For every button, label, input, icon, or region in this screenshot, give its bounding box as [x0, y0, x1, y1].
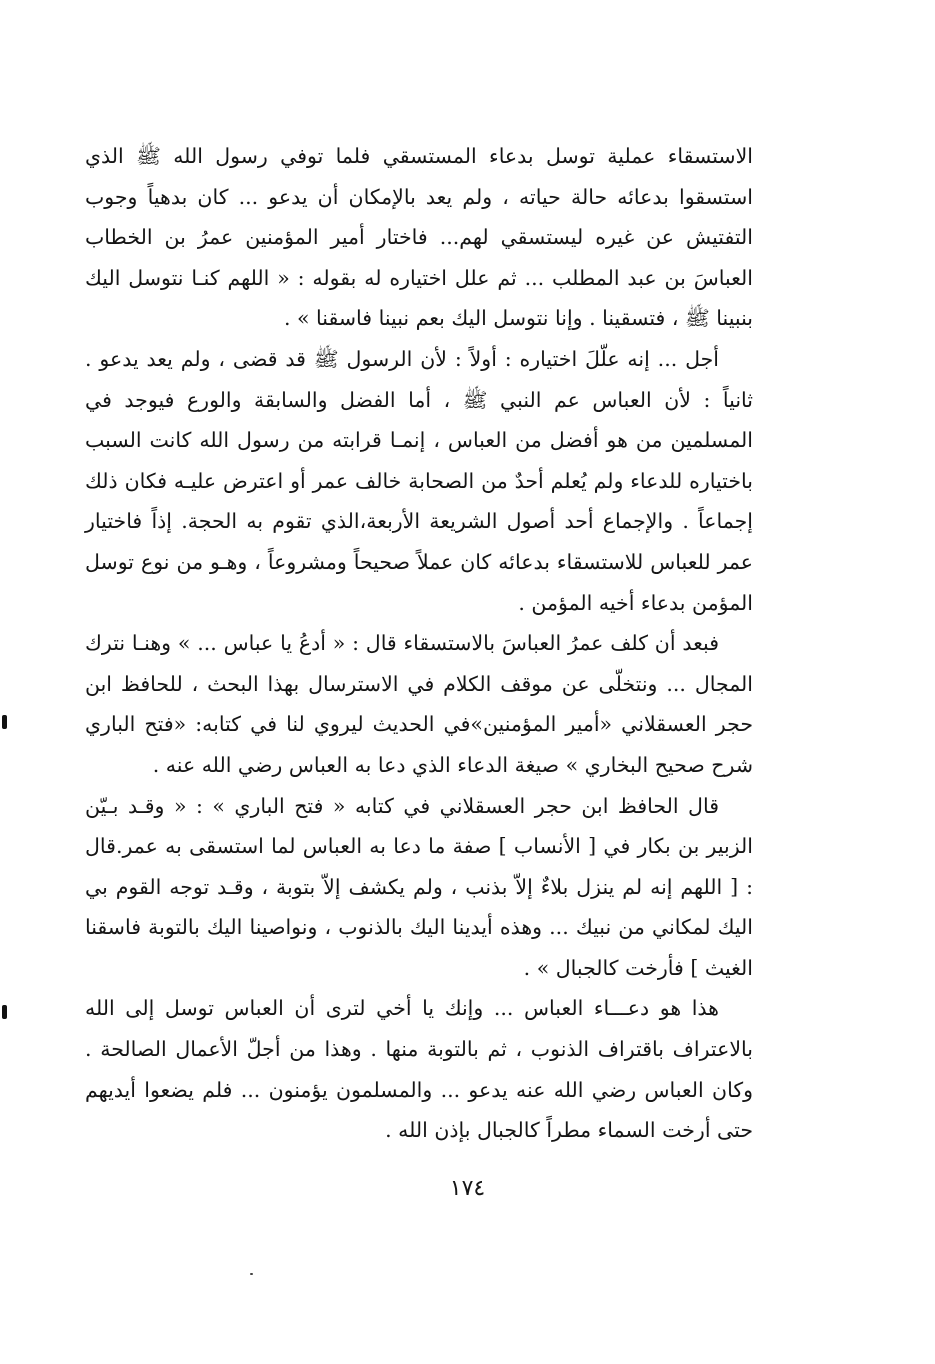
paragraph-1: الاستسقاء عملية توسل بدعاء المستسقي فلما توفي رسول الله ﷺ الذي استسقوا بدعائه حالة حياته ، ولم يعد بالإمكان أن يدعو ... كان بدهياً وجوب التفتيش عن غيره ليستسقي لهم... فاختار أمير المؤمنين عمرُ بن الخطاب العباسَ بن عبد المطلب ... ثم علل اختياره له بقوله : « اللهم كنـا نتوسل اليك بنبينا ﷺ ، فتسقينا . وإنا نتوسل اليك بعم نبينا فاسقنا » .: [85, 144, 753, 331]
scan-speck: [250, 1273, 253, 1275]
paragraph-2: أجل ... إنه علّلَ اختياره : أولاً : لأن الرسول ﷺ قد قضى ، ولم يعد يدعو . ثانياً : لأن العباس عم النبي ﷺ ، أما الفضل والسابقة والورع فيوجد في المسلمين من هو أفضل من العباس ، إنمـا قرابته من رسول الله كانت السبب باختياره للدعاء ولم يُعلم أحدٌ من الصحابة خالف عمر أو اعترض عليـه فكان ذلك إجماعاً . والإجماع أحد أصول الشريعة الأربعة،الذي تقوم به الحجة. إذاً فاختيار عمر للعباس للاستسقاء بدعائه كان عملاً صحيحاً ومشروعاً ، وهـو من نوع توسل المؤمن بدعاء أخيه المؤمن .: [85, 346, 753, 615]
body-text: [85, 136, 753, 1151]
page-number: ١٧٤: [449, 1176, 486, 1201]
scan-edge-mark: [2, 1005, 7, 1019]
paragraph-5: هذا هو دعـــاء العباس ... وإنك يا أخي لترى أن العباس توسل إلى الله بالاعتراف باقتراف الذنوب ، ثم بالتوبة منها . وهذا من أجلّ الأعمال الصالحة . وكان العباس رضي الله عنه يدعو ... والمسلمون يؤمنون ... فلم يضعوا أيديهم حتى أرخت السماء مطراً كالجبال بإذن الله .: [85, 996, 753, 1143]
scan-edge-mark: [2, 715, 7, 729]
paragraph-4: قال الحافظ ابن حجر العسقلاني في كتابه « فتح الباري » : « وقـد بـيّن الزبير بن بكار في [ الأنساب ] صفة ما دعا به العباس لما استسقى به عمر.قال : [ اللهم إنه لم ينزل بلاءٌ إلاّ بذنب ، ولم يكشف إلاّ بتوبة ، وقـد توجه القوم بي اليك لمكاني من نبيك ... وهذه أيدينا اليك بالذنوب ، ونواصينا اليك بالتوبة فاسقنا الغيث ] فأرخت كالجبال » .: [85, 793, 753, 980]
paragraph-3: فبعد أن كلف عمرُ العباسَ بالاستسقاء قال : « أدعُ يا عباس ... » وهنـا نترك المجال ... ونتخلّى عن موقف الكلام في الاسترسال بهذا البحث ، للحافظ ابن حجر العسقلاني «أمير المؤمنين»في الحديث ليروي لنا في كتابه: «فتح الباري شرح صحيح البخاري » صيغة الدعاء الذي دعا به العباس رضي الله عنه .: [85, 631, 753, 777]
